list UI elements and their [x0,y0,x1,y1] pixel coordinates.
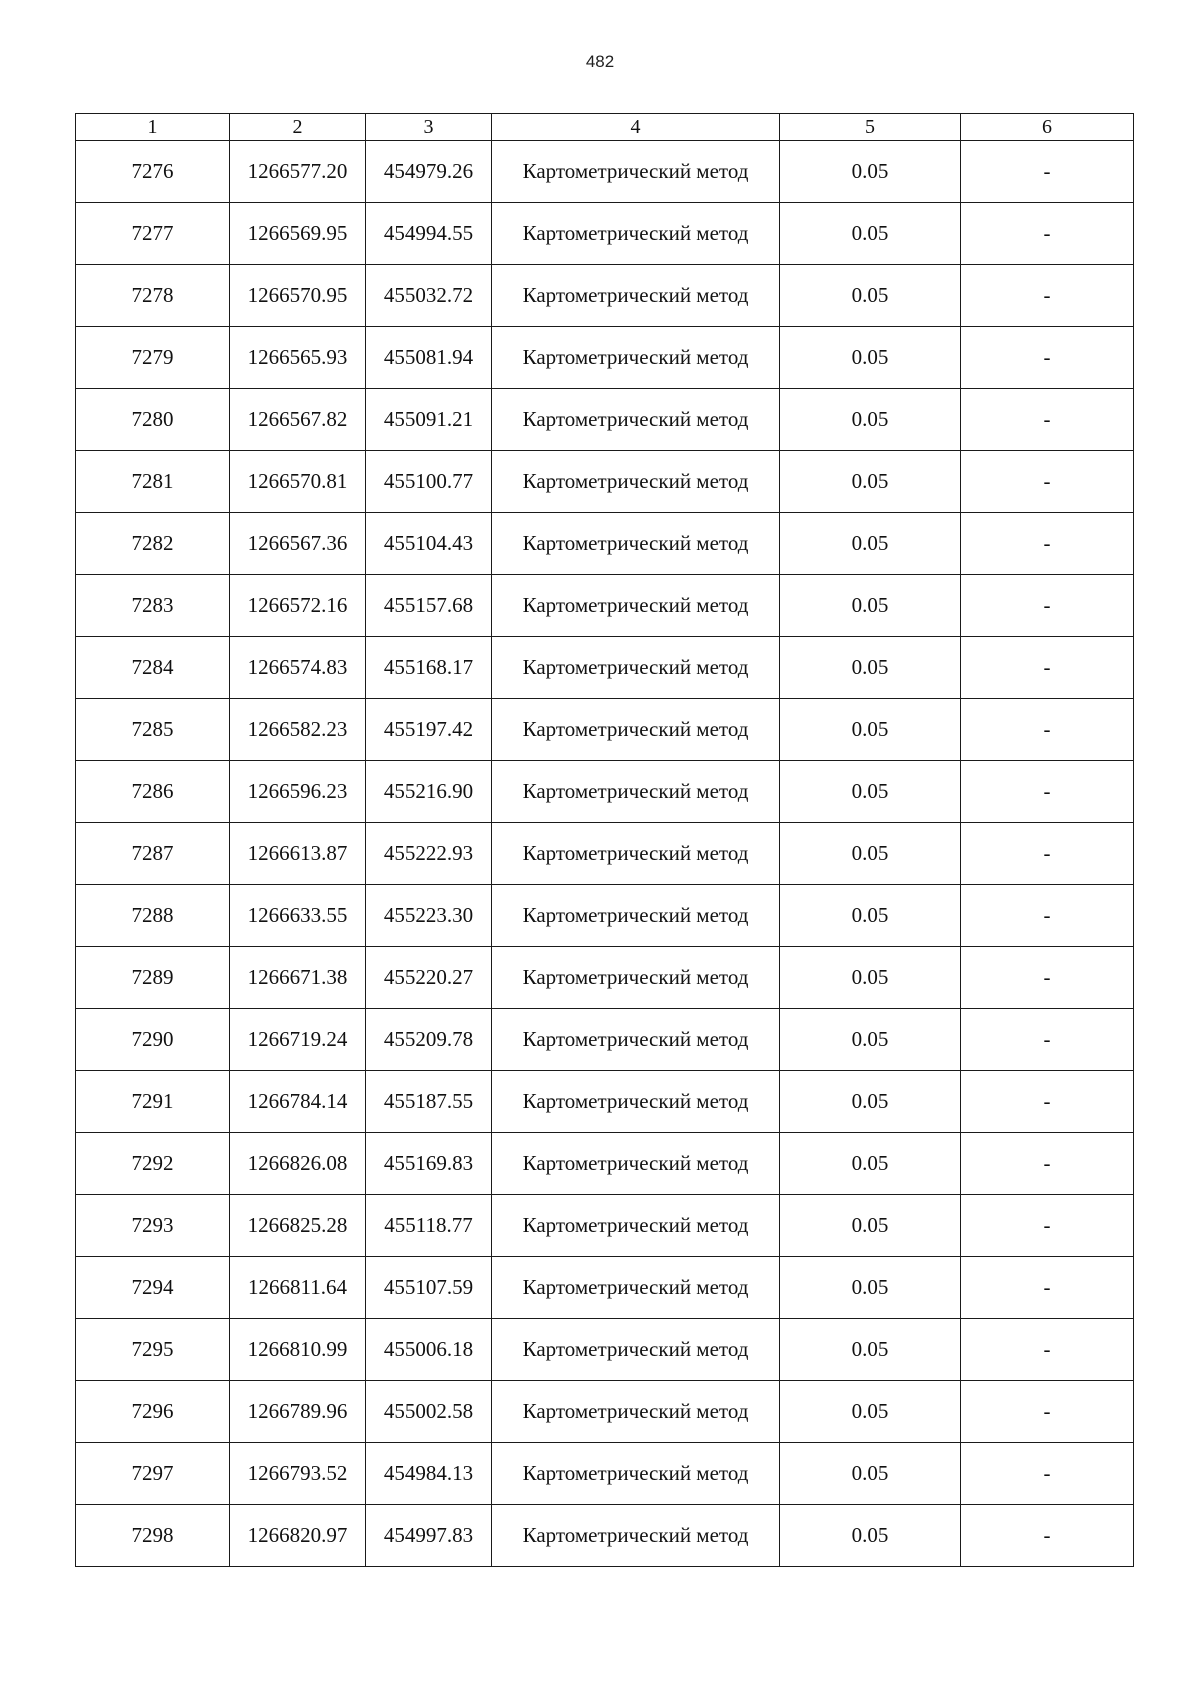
table-body [76,141,1134,1567]
accuracy-cell: 0.05 [780,699,961,761]
point-number-cell: 7290 [76,1009,230,1071]
method-cell: Картометрический метод [492,1071,780,1133]
point-number-cell: 7289 [76,947,230,1009]
note-cell: - [961,1133,1134,1195]
accuracy-cell: 0.05 [780,451,961,513]
note-cell: - [961,327,1134,389]
method-cell: Картометрический метод [492,327,780,389]
method-cell: Картометрический метод [492,451,780,513]
column-header: 6 [961,114,1134,141]
note-cell: - [961,1381,1134,1443]
method-cell: Картометрический метод [492,1505,780,1567]
point-number-cell: 7285 [76,699,230,761]
point-number-cell: 7292 [76,1133,230,1195]
accuracy-cell: 0.05 [780,513,961,575]
x-coordinate-cell: 1266793.52 [230,1443,366,1505]
accuracy-cell: 0.05 [780,1505,961,1567]
y-coordinate-cell: 455223.30 [366,885,492,947]
header-row [76,114,1134,141]
x-coordinate-cell: 1266671.38 [230,947,366,1009]
x-coordinate-cell: 1266719.24 [230,1009,366,1071]
x-coordinate-cell: 1266784.14 [230,1071,366,1133]
note-cell: - [961,389,1134,451]
table-row [76,761,1134,823]
accuracy-cell: 0.05 [780,1381,961,1443]
x-coordinate-cell: 1266820.97 [230,1505,366,1567]
accuracy-cell: 0.05 [780,389,961,451]
point-number-cell: 7298 [76,1505,230,1567]
note-cell: - [961,1443,1134,1505]
note-cell: - [961,699,1134,761]
y-coordinate-cell: 455168.17 [366,637,492,699]
accuracy-cell: 0.05 [780,885,961,947]
y-coordinate-cell: 455157.68 [366,575,492,637]
table-row [76,389,1134,451]
method-cell: Картометрический метод [492,203,780,265]
method-cell: Картометрический метод [492,575,780,637]
point-number-cell: 7278 [76,265,230,327]
x-coordinate-cell: 1266582.23 [230,699,366,761]
column-header: 3 [366,114,492,141]
table-row [76,1133,1134,1195]
column-header: 4 [492,114,780,141]
table-row [76,1443,1134,1505]
note-cell: - [961,1319,1134,1381]
table-row [76,1381,1134,1443]
table-row [76,1195,1134,1257]
y-coordinate-cell: 455169.83 [366,1133,492,1195]
point-number-cell: 7293 [76,1195,230,1257]
table-row [76,1071,1134,1133]
x-coordinate-cell: 1266572.16 [230,575,366,637]
y-coordinate-cell: 454994.55 [366,203,492,265]
accuracy-cell: 0.05 [780,1071,961,1133]
page-number: 482 [585,52,615,71]
y-coordinate-cell: 455002.58 [366,1381,492,1443]
table-row [76,885,1134,947]
note-cell: - [961,885,1134,947]
y-coordinate-cell: 455006.18 [366,1319,492,1381]
y-coordinate-cell: 455197.42 [366,699,492,761]
accuracy-cell: 0.05 [780,1133,961,1195]
note-cell: - [961,1257,1134,1319]
x-coordinate-cell: 1266789.96 [230,1381,366,1443]
x-coordinate-cell: 1266570.81 [230,451,366,513]
y-coordinate-cell: 455100.77 [366,451,492,513]
table-header [76,114,1134,141]
table-row [76,513,1134,575]
note-cell: - [961,451,1134,513]
note-cell: - [961,265,1134,327]
point-number-cell: 7294 [76,1257,230,1319]
method-cell: Картометрический метод [492,1257,780,1319]
note-cell: - [961,1195,1134,1257]
y-coordinate-cell: 455209.78 [366,1009,492,1071]
x-coordinate-cell: 1266577.20 [230,141,366,203]
point-number-cell: 7286 [76,761,230,823]
y-coordinate-cell: 455187.55 [366,1071,492,1133]
table-row [76,327,1134,389]
method-cell: Картометрический метод [492,141,780,203]
accuracy-cell: 0.05 [780,575,961,637]
table-row [76,1319,1134,1381]
note-cell: - [961,823,1134,885]
x-coordinate-cell: 1266567.82 [230,389,366,451]
method-cell: Картометрический метод [492,1319,780,1381]
column-header: 2 [230,114,366,141]
accuracy-cell: 0.05 [780,327,961,389]
point-number-cell: 7296 [76,1381,230,1443]
y-coordinate-cell: 455220.27 [366,947,492,1009]
x-coordinate-cell: 1266826.08 [230,1133,366,1195]
table-row [76,203,1134,265]
note-cell: - [961,761,1134,823]
table-row [76,1257,1134,1319]
point-number-cell: 7281 [76,451,230,513]
x-coordinate-cell: 1266633.55 [230,885,366,947]
point-number-cell: 7283 [76,575,230,637]
note-cell: - [961,203,1134,265]
x-coordinate-cell: 1266596.23 [230,761,366,823]
point-number-cell: 7291 [76,1071,230,1133]
accuracy-cell: 0.05 [780,265,961,327]
note-cell: - [961,1505,1134,1567]
x-coordinate-cell: 1266570.95 [230,265,366,327]
point-number-cell: 7284 [76,637,230,699]
table-row [76,141,1134,203]
note-cell: - [961,513,1134,575]
y-coordinate-cell: 455091.21 [366,389,492,451]
x-coordinate-cell: 1266567.36 [230,513,366,575]
method-cell: Картометрический метод [492,637,780,699]
x-coordinate-cell: 1266811.64 [230,1257,366,1319]
table-row [76,1009,1134,1071]
note-cell: - [961,1009,1134,1071]
accuracy-cell: 0.05 [780,761,961,823]
y-coordinate-cell: 455104.43 [366,513,492,575]
point-number-cell: 7276 [76,141,230,203]
table-row [76,451,1134,513]
x-coordinate-cell: 1266810.99 [230,1319,366,1381]
note-cell: - [961,575,1134,637]
y-coordinate-cell: 454984.13 [366,1443,492,1505]
coordinates-table [75,113,1134,1567]
method-cell: Картометрический метод [492,1009,780,1071]
note-cell: - [961,947,1134,1009]
accuracy-cell: 0.05 [780,1257,961,1319]
method-cell: Картометрический метод [492,1133,780,1195]
accuracy-cell: 0.05 [780,141,961,203]
accuracy-cell: 0.05 [780,637,961,699]
method-cell: Картометрический метод [492,885,780,947]
accuracy-cell: 0.05 [780,947,961,1009]
point-number-cell: 7282 [76,513,230,575]
table-row [76,265,1134,327]
x-coordinate-cell: 1266825.28 [230,1195,366,1257]
table-row [76,823,1134,885]
point-number-cell: 7279 [76,327,230,389]
y-coordinate-cell: 455081.94 [366,327,492,389]
y-coordinate-cell: 455222.93 [366,823,492,885]
method-cell: Картометрический метод [492,761,780,823]
point-number-cell: 7288 [76,885,230,947]
note-cell: - [961,141,1134,203]
table-row [76,947,1134,1009]
method-cell: Картометрический метод [492,1195,780,1257]
point-number-cell: 7277 [76,203,230,265]
method-cell: Картометрический метод [492,265,780,327]
x-coordinate-cell: 1266574.83 [230,637,366,699]
y-coordinate-cell: 454997.83 [366,1505,492,1567]
accuracy-cell: 0.05 [780,203,961,265]
point-number-cell: 7280 [76,389,230,451]
table-row [76,699,1134,761]
accuracy-cell: 0.05 [780,1319,961,1381]
x-coordinate-cell: 1266565.93 [230,327,366,389]
method-cell: Картометрический метод [492,513,780,575]
accuracy-cell: 0.05 [780,1195,961,1257]
x-coordinate-cell: 1266613.87 [230,823,366,885]
accuracy-cell: 0.05 [780,1443,961,1505]
method-cell: Картометрический метод [492,947,780,1009]
accuracy-cell: 0.05 [780,823,961,885]
y-coordinate-cell: 455107.59 [366,1257,492,1319]
note-cell: - [961,1071,1134,1133]
accuracy-cell: 0.05 [780,1009,961,1071]
column-header: 5 [780,114,961,141]
method-cell: Картометрический метод [492,1443,780,1505]
table-row [76,1505,1134,1567]
method-cell: Картометрический метод [492,1381,780,1443]
table-row [76,575,1134,637]
method-cell: Картометрический метод [492,389,780,451]
method-cell: Картометрический метод [492,699,780,761]
point-number-cell: 7295 [76,1319,230,1381]
table-row [76,637,1134,699]
point-number-cell: 7287 [76,823,230,885]
column-header: 1 [76,114,230,141]
y-coordinate-cell: 455032.72 [366,265,492,327]
y-coordinate-cell: 455216.90 [366,761,492,823]
y-coordinate-cell: 455118.77 [366,1195,492,1257]
y-coordinate-cell: 454979.26 [366,141,492,203]
x-coordinate-cell: 1266569.95 [230,203,366,265]
point-number-cell: 7297 [76,1443,230,1505]
method-cell: Картометрический метод [492,823,780,885]
note-cell: - [961,637,1134,699]
